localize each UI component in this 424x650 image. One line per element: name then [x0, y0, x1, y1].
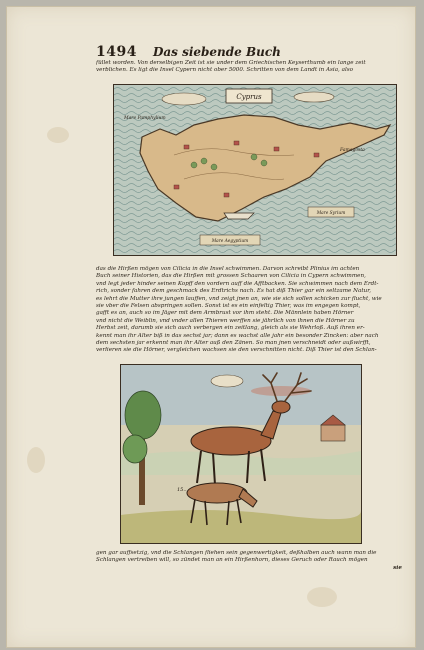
text-line: verlieren sie die Hörner, vergleichen wachsen sie den verschnitten nicht. Diß Thier ist den Schlan- — [96, 347, 377, 354]
place-label-east: Famagosta — [340, 148, 365, 153]
running-title: Das siebende Buch — [152, 45, 281, 59]
text-line: Herbst zeit, darumb sie sich auch verbergen ein zeitlang, gleich als sie Wehrloß. Auß ihren er- — [96, 325, 365, 332]
map-title: Cyprus — [236, 93, 262, 101]
cyprus-map-woodcut — [113, 84, 397, 256]
text-line: sie vber die Felsen abspringen sollen. Sonst ist es ein einfeltig Thier, was im engegen kompt, — [96, 302, 361, 309]
text-line: gen gar auffsetzig, vnd die Schlangen fliehen sein gegenwertigkeit, deßhalben auch wann man die — [96, 550, 377, 556]
catchword: sie — [393, 564, 402, 571]
text-line: rich, sonder fahren dem geschmack des Erdtrichs nach. Es hat diß Thier gar ein seltzame Natur, — [96, 288, 372, 295]
page-header — [96, 44, 396, 60]
text-line: füllet worden. Von derselbigen Zeit ist sie under dem Griechischen Keyserthumb ein lange zeit — [96, 60, 366, 66]
text-line: das die Hirßen mögen von Cilicia in die Insel schwimmen. Darvon schreibt Plinius im achten — [96, 266, 360, 272]
text-line: es lehrt die Mutter ihre jungen lauffen, vnd zeigt jnen an, wie sie sich sollen schicken zur flucht, wie — [96, 295, 382, 302]
page-number: 1494 — [96, 44, 137, 60]
deer-woodcut — [120, 364, 362, 544]
sea-label-west: Mare Pamphylium — [124, 116, 166, 121]
sea-label-east: Mare Syrium — [316, 211, 346, 216]
sea-label-south: Mare Aegyptium — [211, 239, 249, 244]
text-line: Schlangen vertreiben will, so zündet man an ein Hirßenhorn, dieses Geruch oder Rauch mögen — [96, 557, 368, 564]
artist-monogram: 15.. — [177, 487, 187, 493]
text-line: dem sechsten jar erkennt man ihr Alter auß den Zänen. So man jnen verschneidt oder außwirfft, — [96, 339, 371, 346]
text-above-map — [96, 60, 402, 75]
body-text — [96, 266, 402, 355]
paper-stain — [27, 447, 45, 473]
text-line: vnd nicht die Weiblin, vnd vnder allen Thieren werffen sie jährlich von ihnen die Hörner zu — [96, 317, 355, 324]
paper-stain — [47, 127, 69, 143]
text-line: verblichen. Es ligt die Insel Cypern nicht ober 5000. Schritten von dem Landt in Asia, also — [96, 67, 353, 74]
text-line: Buch seiner Historien, das die Hirßen mit grossen Schaaren von Cilicia in Cypern schwimmen, — [96, 273, 366, 280]
text-line: vnd legt jeder hinder seinen Kopff den vordern auff die Afftbacken. Sie schwimmen nach dem Erdt- — [96, 280, 379, 287]
text-line: gafft es an, auch so im Jäger mit dem Armbrust vor ihm steht. Die Männlein haben Hörner — [96, 310, 354, 317]
text-below-figure — [96, 550, 402, 572]
paper-stain — [307, 587, 337, 607]
text-line: kennt man ihr Alter biß in das sechst jar; dann es wachst alle jahr ein besonder Zincken: aber nach — [96, 332, 379, 339]
